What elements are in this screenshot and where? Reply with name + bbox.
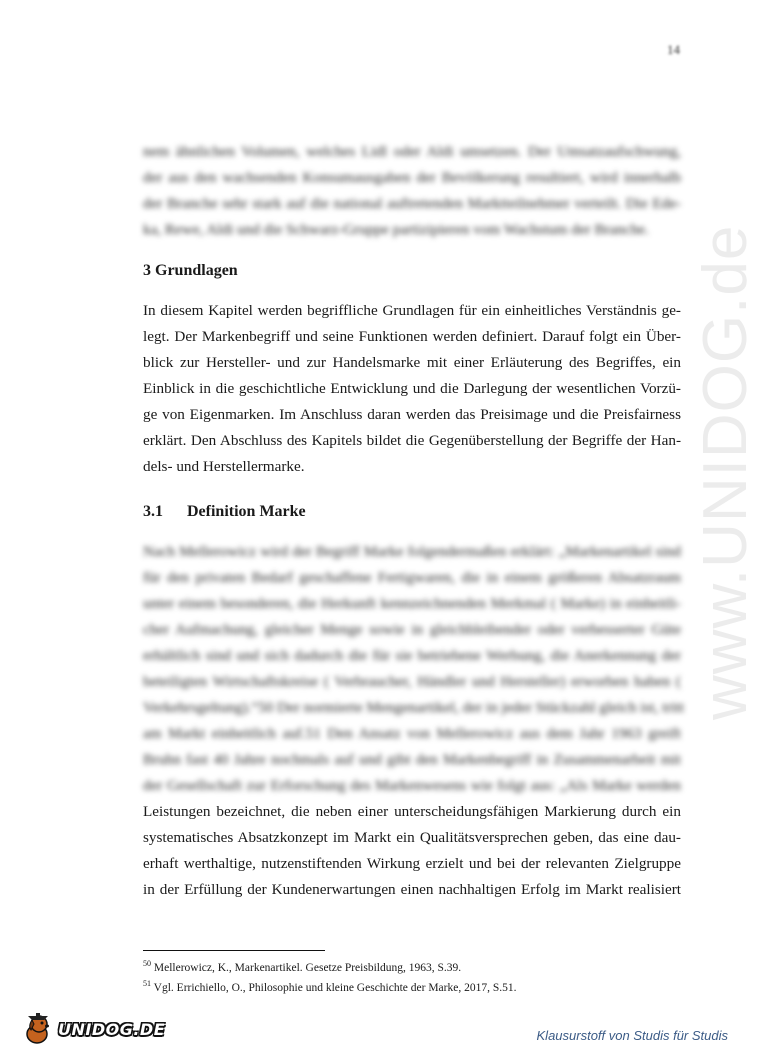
text-line: erhaft werthaltige, nutzenstiftenden Wirkung erzielt und bei der relevanten Zielgruppe bbox=[143, 855, 681, 872]
footnote bbox=[143, 956, 517, 976]
tagline: Klausurstoff von Studis für Studis bbox=[536, 1028, 728, 1043]
text-line: für den privaten Bedarf geschaffene Fertigwaren, die in einem größeren Absatzraum bbox=[143, 569, 681, 586]
text-line: Bruhn fast 40 Jahre nochmals auf und gibt den Markenbegriff in Zusammenarbeit mit bbox=[143, 751, 681, 768]
footnote-text: Mellerowicz, K., Markenartikel. Gesetze Preisbildung, 1963, S.39. bbox=[153, 961, 462, 974]
text-line: Nach Mellerowicz wird der Begriff Marke folgendermaßen erklärt: „Markenartikel sind bbox=[143, 543, 681, 560]
text-line: der aus den wachsenden Konsumausgaben der Bevölkerung resultiert, wird innerhalb bbox=[143, 169, 681, 186]
page-number: 14 bbox=[667, 42, 680, 57]
text-line: legt. Der Markenbegriff und seine Funktionen werden definiert. Darauf folgt ein Über- bbox=[143, 328, 681, 345]
section-heading-grundlagen: 3 Grundlagen bbox=[143, 262, 238, 279]
text-line: in der Erfüllung der Kundenerwartungen einen nachhaltigen Erfolg im Markt realisiert bbox=[143, 881, 681, 898]
footnote-divider bbox=[143, 950, 325, 951]
text-line: ge von Eigenmarken. Im Anschluss daran werden das Preisimage und die Preisfairness bbox=[143, 406, 681, 423]
watermark: www.UNIDOG.de bbox=[691, 224, 760, 720]
text-line: am Markt einheitlich auf.51 Den Ansatz von Mellerowicz aus dem Jahr 1963 greift bbox=[143, 725, 681, 742]
footnote-text: Vgl. Errichiello, O., Philosophie und kleine Geschichte der Marke, 2017, S.51. bbox=[153, 981, 517, 994]
text-line: blick zur Hersteller- und zur Handelsmarke mit einer Erläuterung des Begriffes, ein bbox=[143, 354, 681, 371]
text-line: In diesem Kapitel werden begriffliche Grundlagen für ein einheitliches Verständnis ge- bbox=[143, 302, 681, 319]
text-line: unter einem besonderen, die Herkunft kennzeichnenden Merkmal ( Marke) in einheitli- bbox=[143, 595, 681, 612]
footnotes bbox=[143, 956, 517, 996]
text-line: beteiligten Wirtschaftskreise ( Verbraucher, Händler und Hersteller) erworben haben ( bbox=[143, 673, 681, 690]
footnote-number: 51 bbox=[143, 978, 151, 988]
text-line: erhältlich sind und sich dadurch die für sie betriebene Werbung, die Anerkennung der bbox=[143, 647, 681, 664]
text-line: ka, Rewe, Aldi und die Schwarz-Gruppe partizipieren vom Wachstum der Branche. bbox=[143, 221, 649, 238]
text-line: nem ähnlichen Volumen, welches Lidl oder Aldi umsetzen. Der Umsatzaufschwung, bbox=[143, 143, 681, 160]
text-line: Einblick in die geschichtliche Entwicklung und die Darlegung der wesentlichen Vorzü- bbox=[143, 380, 681, 397]
text-line: dels- und Herstellermarke. bbox=[143, 458, 305, 475]
text-line: erklärt. Den Abschluss des Kapitels bildet die Gegenüberstellung der Begriffe der Han- bbox=[143, 432, 681, 449]
footnote bbox=[143, 976, 517, 996]
section-heading-definition-marke bbox=[143, 503, 306, 521]
section-number: 3.1 bbox=[143, 503, 163, 520]
dog-icon bbox=[22, 1012, 56, 1046]
logo-text: UNIDOG.DE bbox=[58, 1019, 166, 1039]
text-line: cher Aufmachung, gleicher Menge sowie in gleichbleibender oder verbesserter Güte bbox=[143, 621, 681, 638]
section-3-paragraph bbox=[143, 298, 681, 480]
text-line: Verkehrsgeltung).“50 Der normierte Mengenartikel, der in jeder Stückzahl gleich ist, tritt bbox=[143, 699, 685, 716]
top-paragraph bbox=[143, 139, 681, 243]
unidog-logo[interactable] bbox=[22, 1012, 165, 1046]
text-line: Leistungen bezeichnet, die neben einer unterscheidungsfähigen Markierung durch ein bbox=[143, 803, 681, 820]
definition-paragraph bbox=[143, 799, 681, 903]
footnote-number: 50 bbox=[143, 959, 151, 968]
section-title: Definition Marke bbox=[187, 503, 306, 520]
text-line: systematisches Absatzkonzept im Markt ein Qualitätsversprechen geben, das eine dau- bbox=[143, 829, 681, 846]
text-line: der Branche sehr stark auf die national auftretenden Marktteilnehmer verteilt. Die Ede- bbox=[143, 195, 681, 212]
definition-paragraph-blurred bbox=[143, 539, 685, 799]
text-line: der Gesellschaft zur Erforschung des Markenwesens wie folgt aus: „Als Marke werden bbox=[143, 777, 681, 794]
